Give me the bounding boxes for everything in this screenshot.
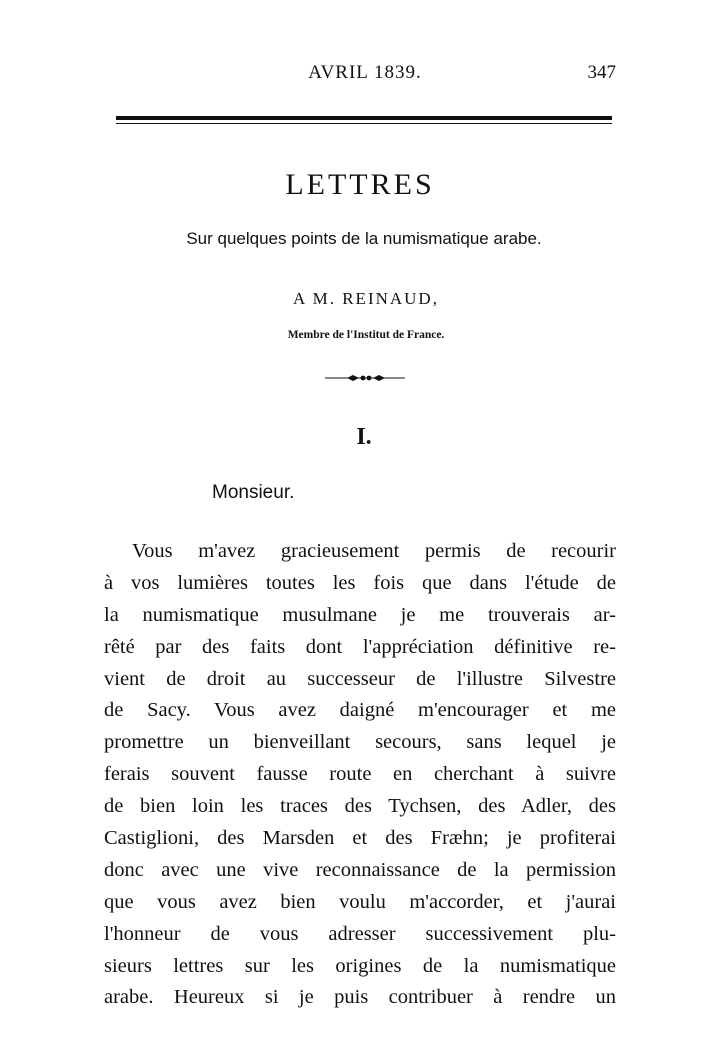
running-title: AVRIL 1839.	[308, 62, 422, 83]
body-line: Vous m'avez gracieusement permis de recourir	[132, 540, 616, 562]
addressee: A M. REINAUD,	[293, 289, 439, 308]
body-line: ferais souvent fausse route en cherchant à suivre	[104, 763, 616, 786]
body-line: de bien loin les traces des Tychsen, des Adler, des	[104, 795, 616, 818]
section-numeral: I.	[356, 424, 372, 450]
body-line: la numismatique musulmane je me trouverais ar-	[104, 603, 616, 626]
body-line: vient de droit au successeur de l'illustre Silvestre	[104, 667, 616, 690]
letter-body	[104, 536, 616, 1014]
body-line: Castiglioni, des Marsden et des Fræhn; je profiterai	[104, 827, 616, 850]
body-line: donc avec une vive reconnaissance de la permission	[104, 858, 616, 881]
header-rule-thin	[116, 123, 612, 124]
header-rule-thick	[116, 116, 612, 120]
ornament-divider-icon	[325, 372, 405, 384]
body-line: rêté par des faits dont l'appréciation définitive re-	[104, 635, 616, 658]
body-line: sieurs lettres sur les origines de la numismatique	[104, 954, 616, 977]
body-line: arabe. Heureux si je puis contribuer à rendre un	[104, 986, 616, 1009]
salutation: Monsieur.	[212, 482, 295, 503]
subtitle: Sur quelques points de la numismatique arabe.	[186, 229, 542, 248]
page-title: LETTRES	[285, 168, 435, 201]
body-line: à vos lumières toutes les fois que dans l'étude de	[104, 571, 616, 594]
body-line: l'honneur de vous adresser successivement plu-	[104, 922, 616, 945]
addressee-affiliation: Membre de l'Institut de France.	[287, 329, 445, 341]
body-line: promettre un bienveillant secours, sans lequel je	[104, 731, 616, 754]
body-line: de Sacy. Vous avez daigné m'encourager et me	[104, 699, 616, 722]
page-number: 347	[587, 62, 616, 83]
body-line: que vous avez bien voulu m'accorder, et j'aurai	[104, 890, 616, 913]
